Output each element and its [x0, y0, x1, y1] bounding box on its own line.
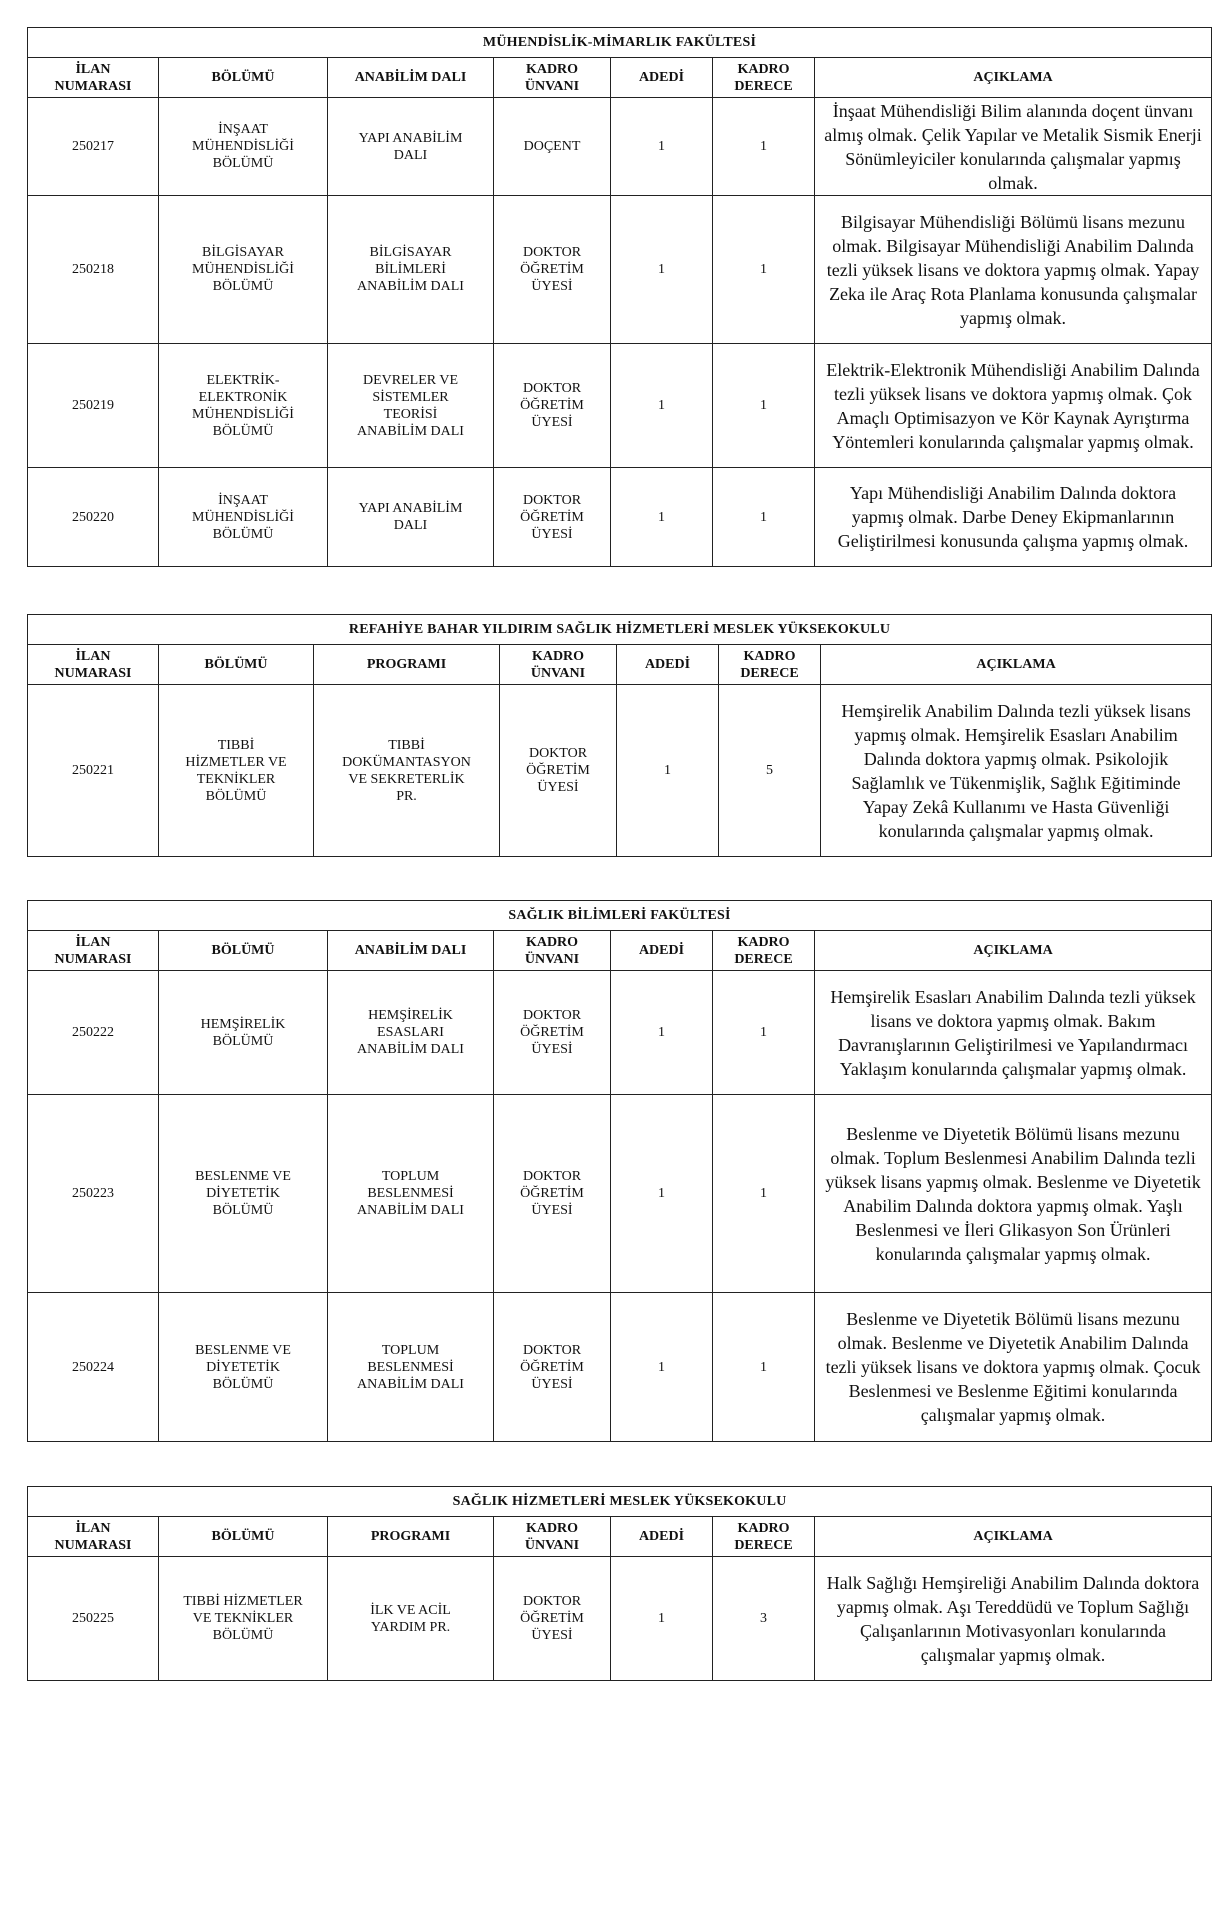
anabilim-dali: YAPI ANABİLİM DALI	[328, 468, 494, 567]
aciklama: Yapı Mühendisliği Anabilim Dalında doktora yapmış olmak. Darbe Deney Ekipmanlarının Geliştirilmesi konusunda çalışma yapmış olmak.	[815, 468, 1212, 567]
aciklama: İnşaat Mühendisliği Bilim alanında doçent ünvanı almış olmak. Çelik Yapılar ve Metalik Sismik Enerji Sönümleyiciler konularında çalışmalar yapmış olmak.	[815, 98, 1212, 196]
ilan-no: 250224	[28, 1293, 159, 1442]
table-row	[28, 1293, 1212, 1442]
kadro-unvani: DOKTOR ÖĞRETİM ÜYESİ	[494, 344, 611, 468]
ilan-no: 250225	[28, 1557, 159, 1681]
table-row	[28, 468, 1212, 567]
bolum: TIBBİ HİZMETLER VE TEKNİKLER BÖLÜMÜ	[159, 685, 314, 857]
kadro-derece: 3	[713, 1557, 815, 1681]
adedi: 1	[611, 1557, 713, 1681]
header-bolum: BÖLÜMÜ	[159, 931, 328, 971]
header-program: PROGRAMI	[328, 1517, 494, 1557]
ilan-no: 250218	[28, 196, 159, 344]
kadro-unvani: DOÇENT	[494, 98, 611, 196]
program: TIBBİ DOKÜMANTASYON VE SEKRETERLİK PR.	[314, 685, 500, 857]
section-title: REFAHİYE BAHAR YILDIRIM SAĞLIK HİZMETLERİ MESLEK YÜKSEKOKULU	[28, 615, 1212, 645]
section-title: MÜHENDİSLİK-MİMARLIK FAKÜLTESİ	[28, 28, 1212, 58]
kadro-derece: 1	[713, 98, 815, 196]
kadro-unvani: DOKTOR ÖĞRETİM ÜYESİ	[494, 1557, 611, 1681]
ilan-no: 250217	[28, 98, 159, 196]
table-muhendislik	[27, 27, 1212, 567]
aciklama: Beslenme ve Diyetetik Bölümü lisans mezunu olmak. Toplum Beslenmesi Anabilim Dalında tezli yüksek lisans yapmış olmak. Beslenme ve Diyetetik Anabilim Dalında doktora yapmış olmak. Yaşlı Beslenmesi ve İleri Glikasyon Son Ürünleri konularında çalışmalar yapmış olmak.	[815, 1095, 1212, 1293]
bolum: BİLGİSAYAR MÜHENDİSLİĞİ BÖLÜMÜ	[159, 196, 328, 344]
header-kadro-unvani: KADRO ÜNVANI	[500, 645, 617, 685]
header-adedi: ADEDİ	[611, 931, 713, 971]
table-row	[28, 196, 1212, 344]
anabilim-dali: TOPLUM BESLENMESİ ANABİLİM DALI	[328, 1095, 494, 1293]
header-kadro-derece: KADRO DERECE	[713, 1517, 815, 1557]
ilan-no: 250219	[28, 344, 159, 468]
bolum: BESLENME VE DİYETETİK BÖLÜMÜ	[159, 1293, 328, 1442]
adedi: 1	[617, 685, 719, 857]
anabilim-dali: HEMŞİRELİK ESASLARI ANABİLİM DALI	[328, 971, 494, 1095]
header-adedi: ADEDİ	[617, 645, 719, 685]
header-ilan: İLAN NUMARASI	[28, 931, 159, 971]
section-saglik-bilimleri	[27, 900, 1211, 1442]
kadro-derece: 1	[713, 196, 815, 344]
adedi: 1	[611, 971, 713, 1095]
adedi: 1	[611, 344, 713, 468]
anabilim-dali: DEVRELER VE SİSTEMLER TEORİSİ ANABİLİM DALI	[328, 344, 494, 468]
header-adedi: ADEDİ	[611, 58, 713, 98]
bolum: ELEKTRİK- ELEKTRONİK MÜHENDİSLİĞİ BÖLÜMÜ	[159, 344, 328, 468]
header-kadro-derece: KADRO DERECE	[713, 931, 815, 971]
header-kadro-unvani: KADRO ÜNVANI	[494, 931, 611, 971]
section-refahiye	[27, 614, 1211, 857]
header-aciklama: AÇIKLAMA	[821, 645, 1212, 685]
aciklama: Halk Sağlığı Hemşireliği Anabilim Dalında doktora yapmış olmak. Aşı Tereddüdü ve Toplum Sağlığı Çalışanlarının Motivasyonları konularında çalışmalar yapmış olmak.	[815, 1557, 1212, 1681]
header-anabilim: ANABİLİM DALI	[328, 931, 494, 971]
adedi: 1	[611, 1095, 713, 1293]
header-kadro-derece: KADRO DERECE	[719, 645, 821, 685]
aciklama: Beslenme ve Diyetetik Bölümü lisans mezunu olmak. Beslenme ve Diyetetik Anabilim Dalında tezli yüksek lisans ve doktora yapmış olmak. Çocuk Beslenmesi ve Beslenme Eğitimi konularında çalışmalar yapmış olmak.	[815, 1293, 1212, 1442]
section-muhendislik	[27, 27, 1211, 567]
header-ilan: İLAN NUMARASI	[28, 645, 159, 685]
anabilim-dali: TOPLUM BESLENMESİ ANABİLİM DALI	[328, 1293, 494, 1442]
header-adedi: ADEDİ	[611, 1517, 713, 1557]
kadro-derece: 1	[713, 971, 815, 1095]
table-row	[28, 685, 1212, 857]
table-saglik-hizmetleri	[27, 1486, 1212, 1681]
bolum: HEMŞİRELİK BÖLÜMÜ	[159, 971, 328, 1095]
table-row	[28, 971, 1212, 1095]
table-row	[28, 1095, 1212, 1293]
header-ilan: İLAN NUMARASI	[28, 58, 159, 98]
anabilim-dali: YAPI ANABİLİM DALI	[328, 98, 494, 196]
header-bolum: BÖLÜMÜ	[159, 58, 328, 98]
adedi: 1	[611, 468, 713, 567]
header-bolum: BÖLÜMÜ	[159, 645, 314, 685]
bolum: İNŞAAT MÜHENDİSLİĞİ BÖLÜMÜ	[159, 468, 328, 567]
kadro-unvani: DOKTOR ÖĞRETİM ÜYESİ	[494, 196, 611, 344]
section-saglik-hizmetleri	[27, 1486, 1211, 1681]
header-aciklama: AÇIKLAMA	[815, 58, 1212, 98]
ilan-no: 250220	[28, 468, 159, 567]
aciklama: Hemşirelik Anabilim Dalında tezli yüksek lisans yapmış olmak. Hemşirelik Esasları Anabilim Dalında doktora yapmış olmak. Psikolojik Sağlamlık ve Tükenmişlik, Sağlık Eğitiminde Yapay Zekâ Kullanımı ve Hasta Güvenliği konularında çalışmalar yapmış olmak.	[821, 685, 1212, 857]
kadro-unvani: DOKTOR ÖĞRETİM ÜYESİ	[494, 468, 611, 567]
aciklama: Bilgisayar Mühendisliği Bölümü lisans mezunu olmak. Bilgisayar Mühendisliği Anabilim Dalında tezli yüksek lisans ve doktora yapmış olmak. Yapay Zeka ile Araç Rota Planlama konusunda çalışmalar yapmış olmak.	[815, 196, 1212, 344]
kadro-derece: 1	[713, 344, 815, 468]
aciklama: Hemşirelik Esasları Anabilim Dalında tezli yüksek lisans ve doktora yapmış olmak. Bakım Davranışlarının Geliştirilmesi ve Yapılandırmacı Yaklaşım konularında çalışmalar yapmış olmak.	[815, 971, 1212, 1095]
table-refahiye	[27, 614, 1212, 857]
kadro-derece: 1	[713, 1293, 815, 1442]
section-title: SAĞLIK BİLİMLERİ FAKÜLTESİ	[28, 901, 1212, 931]
table-saglik-bilimleri	[27, 900, 1212, 1442]
table-row	[28, 1557, 1212, 1681]
header-aciklama: AÇIKLAMA	[815, 931, 1212, 971]
section-title: SAĞLIK HİZMETLERİ MESLEK YÜKSEKOKULU	[28, 1487, 1212, 1517]
header-aciklama: AÇIKLAMA	[815, 1517, 1212, 1557]
bolum: BESLENME VE DİYETETİK BÖLÜMÜ	[159, 1095, 328, 1293]
bolum: İNŞAAT MÜHENDİSLİĞİ BÖLÜMÜ	[159, 98, 328, 196]
ilan-no: 250221	[28, 685, 159, 857]
header-anabilim: ANABİLİM DALI	[328, 58, 494, 98]
aciklama: Elektrik-Elektronik Mühendisliği Anabilim Dalında tezli yüksek lisans ve doktora yapmış olmak. Çok Amaçlı Optimisazyon ve Kör Kaynak Ayrıştırma Yöntemleri konularında çalışmalar yapmış olmak.	[815, 344, 1212, 468]
kadro-unvani: DOKTOR ÖĞRETİM ÜYESİ	[500, 685, 617, 857]
kadro-unvani: DOKTOR ÖĞRETİM ÜYESİ	[494, 1293, 611, 1442]
kadro-derece: 5	[719, 685, 821, 857]
ilan-no: 250222	[28, 971, 159, 1095]
header-bolum: BÖLÜMÜ	[159, 1517, 328, 1557]
header-kadro-unvani: KADRO ÜNVANI	[494, 58, 611, 98]
adedi: 1	[611, 196, 713, 344]
header-kadro-unvani: KADRO ÜNVANI	[494, 1517, 611, 1557]
table-row	[28, 344, 1212, 468]
header-program: PROGRAMI	[314, 645, 500, 685]
kadro-derece: 1	[713, 1095, 815, 1293]
anabilim-dali: BİLGİSAYAR BİLİMLERİ ANABİLİM DALI	[328, 196, 494, 344]
kadro-unvani: DOKTOR ÖĞRETİM ÜYESİ	[494, 1095, 611, 1293]
adedi: 1	[611, 1293, 713, 1442]
bolum: TIBBİ HİZMETLER VE TEKNİKLER BÖLÜMÜ	[159, 1557, 328, 1681]
program: İLK VE ACİL YARDIM PR.	[328, 1557, 494, 1681]
header-ilan: İLAN NUMARASI	[28, 1517, 159, 1557]
adedi: 1	[611, 98, 713, 196]
kadro-derece: 1	[713, 468, 815, 567]
kadro-unvani: DOKTOR ÖĞRETİM ÜYESİ	[494, 971, 611, 1095]
ilan-no: 250223	[28, 1095, 159, 1293]
table-row	[28, 98, 1212, 196]
header-kadro-derece: KADRO DERECE	[713, 58, 815, 98]
